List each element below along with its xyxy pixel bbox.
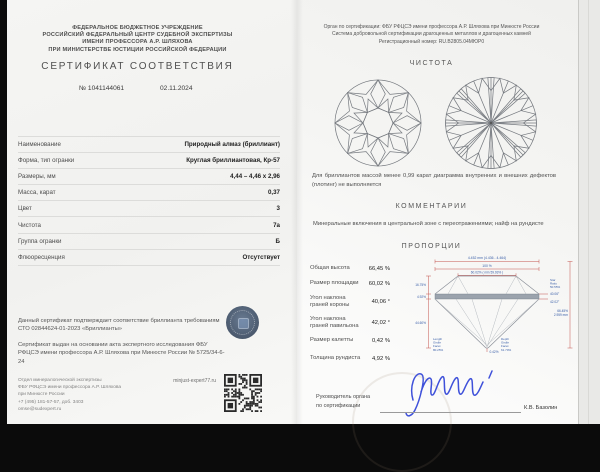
qr-code — [224, 374, 262, 412]
certificate-number: № 1041144061 — [79, 85, 125, 92]
diamond-pavilion-plot-diagram — [444, 76, 538, 170]
cert-body-line: Орган по сертификации: ФБУ РФЦСЭ имени профессора А.Р. Шляхова при Минюсте России — [323, 24, 540, 30]
issuer-line: РОССИЙСКИЙ ФЕДЕРАЛЬНЫЙ ЦЕНТР СУДЕБНОЙ ЭКСПЕРТИЗЫ — [42, 32, 233, 39]
row-value: Отсутствует — [242, 253, 280, 261]
length-girdle-facet-label: Length — [433, 337, 443, 341]
seal-emblem — [238, 318, 249, 329]
depth-girdle-facet-label: Depth — [501, 337, 510, 341]
proportion-row — [310, 333, 390, 348]
svg-text:Girdle: Girdle — [433, 340, 442, 345]
diamond-profile-body — [435, 276, 539, 348]
row-value: 4,44 – 4,46 x 2,96 — [230, 173, 280, 181]
svg-text:Facet: Facet — [433, 344, 441, 349]
svg-text:50.55%: 50.55% — [550, 285, 561, 290]
footer-line: Отдел минералогической экспертизы — [18, 378, 102, 383]
table-row — [18, 250, 280, 266]
footer-line: при Минюсте России — [18, 392, 65, 398]
row-value: 4,92 % — [371, 355, 390, 362]
row-value: 0,37 — [267, 189, 280, 197]
row-label: Толщина рундиста — [310, 355, 361, 361]
width-mm-label: 4.452 mm (4.436 - 4.464) — [467, 256, 507, 260]
issuer-header — [30, 25, 245, 54]
crown-height-label: 16.75% — [415, 283, 426, 287]
row-label: Размер калетты — [310, 337, 354, 343]
comment-text: Минеральные включения в центральной зоне с переотражениями; найф на рундисте — [313, 221, 544, 227]
registration-number: Регистрационный номер: RU.В2805.04МЮР0 — [378, 38, 485, 45]
diamond-profile-diagram — [404, 254, 576, 366]
girdle-pct-label: 4.92% — [416, 295, 426, 299]
issuer-line: ИМЕНИ ПРОФЕССОРА А.Р. ШЛЯХОВА — [82, 39, 193, 46]
row-value: 40,06 ° — [371, 298, 390, 305]
section-heading-comments: КОММЕНТАРИИ — [395, 203, 468, 210]
footer-line: ФБУ РФЦСЭ имени профессора А.Р. Шляхова — [18, 385, 122, 391]
row-value: 42,02 ° — [371, 319, 390, 326]
center-fold-shadow — [291, 0, 303, 424]
row-label: Цвет — [18, 205, 32, 213]
star-ratio-label: Star — [550, 278, 556, 282]
section-heading-proportions: ПРОПОРЦИИ — [401, 243, 462, 250]
footer-line: +7 (495) 181-57-57, доб. 3403 — [18, 399, 84, 405]
total-depth-label: 66.45% — [557, 309, 568, 313]
website-url: minjust-expert77.ru — [173, 378, 216, 384]
contact-footer — [18, 377, 148, 413]
row-label: Флюоресценция — [18, 253, 65, 261]
svg-text:2.959 mm: 2.959 mm — [553, 313, 568, 317]
row-label: Размер площадки — [310, 280, 359, 286]
proportion-row — [310, 312, 390, 333]
footer-email: omse@sudexpert.ru — [18, 406, 62, 412]
proportions-table — [310, 261, 390, 369]
table-row — [18, 201, 280, 217]
row-value: Круглая бриллиантовая, Кр-57 — [186, 157, 280, 165]
row-label: Форма, тип огранки — [18, 157, 75, 165]
cert-body-line: Система добровольной сертификации драгоценных металлов и драгоценных камней — [332, 31, 531, 38]
table-row — [18, 153, 280, 169]
conformity-statement: Данный сертификат подтверждает соответствие бриллианта требованиям СТО 02844624-01-2023 «Бриллианты» — [18, 318, 220, 333]
svg-text:80.25%: 80.25% — [433, 347, 444, 352]
row-value: 7а — [273, 221, 280, 229]
basis-statement: Сертификат выдан на основании акта экспертного исследования ФБУ РФЦСЭ имени профессора А.Р. Шляхова при Минюсте России № 5725/34-6-24 — [18, 342, 225, 365]
proportion-row — [310, 276, 390, 291]
signatory-role: Руководитель органа по сертификации — [316, 394, 371, 409]
row-value: 3 — [276, 205, 280, 213]
table-row — [18, 169, 280, 185]
row-label: Общая высота — [310, 265, 350, 271]
svg-text:61.70%: 61.70% — [501, 347, 512, 352]
svg-text:Facet: Facet — [501, 344, 509, 349]
proportion-row — [310, 261, 390, 276]
certificate-date: 02.11.2024 — [160, 85, 193, 92]
row-label: Наименование — [18, 141, 61, 149]
proportion-row — [310, 348, 390, 369]
table-row — [18, 234, 280, 250]
row-label: Масса, карат — [18, 189, 56, 197]
issuer-line: ФЕДЕРАЛЬНОЕ БЮДЖЕТНОЕ УЧРЕЖДЕНИЕ — [72, 25, 203, 31]
pavilion-angle-label: 42.02° — [550, 300, 560, 304]
row-label: Группа огранки — [18, 237, 62, 245]
svg-text:Ratio: Ratio — [550, 281, 558, 286]
table-pct-label: 60.02% ( min 59.93% ) — [470, 270, 504, 275]
certification-body-header — [305, 24, 558, 46]
certificate-title: СЕРТИФИКАТ СООТВЕТСТВИЯ — [41, 61, 234, 72]
pavilion-depth-label: 44.60% — [415, 321, 426, 325]
issuer-line: ПРИ МИНИСТЕРСТВЕ ЮСТИЦИИ РОССИЙСКОЙ ФЕДЕРАЦИИ — [48, 46, 227, 53]
diamond-attributes-table — [18, 136, 280, 266]
row-value: 66,45 % — [368, 265, 390, 272]
crown-angle-label: 40.06° — [550, 292, 560, 296]
plotting-note: Для бриллиантов массой менее 0,99 карат диаграмма внутренних и внешних дефектов (плотинг) не выполняется — [312, 173, 556, 188]
svg-text:Girdle: Girdle — [501, 340, 510, 345]
row-label: Чистота — [18, 221, 41, 229]
row-label: Размеры, мм — [18, 173, 56, 181]
culet-label: 0.42% — [489, 349, 499, 354]
official-seal-stamp — [226, 306, 259, 339]
table-row — [18, 137, 280, 153]
page-edge-line — [588, 0, 589, 424]
row-value: 0,42 % — [371, 337, 390, 344]
proportion-row — [310, 291, 390, 312]
row-label: Угол наклона граней короны — [310, 294, 350, 308]
section-heading-clarity: ЧИСТОТА — [409, 60, 454, 67]
signatory-name: К.В. Базолин — [524, 405, 558, 411]
table-row — [18, 217, 280, 233]
row-value: Б — [275, 237, 280, 245]
diamond-crown-plot-diagram — [333, 78, 423, 168]
row-label: Угол наклона граней павильона — [310, 315, 359, 329]
row-value: 60,02 % — [368, 280, 390, 287]
table-row — [18, 185, 280, 201]
page-edge — [578, 0, 600, 424]
width-pct-label: 100 % — [482, 263, 492, 268]
signature-line — [380, 412, 521, 413]
row-value: Природный алмаз (бриллиант) — [184, 141, 280, 149]
signature-scribble — [398, 366, 510, 418]
